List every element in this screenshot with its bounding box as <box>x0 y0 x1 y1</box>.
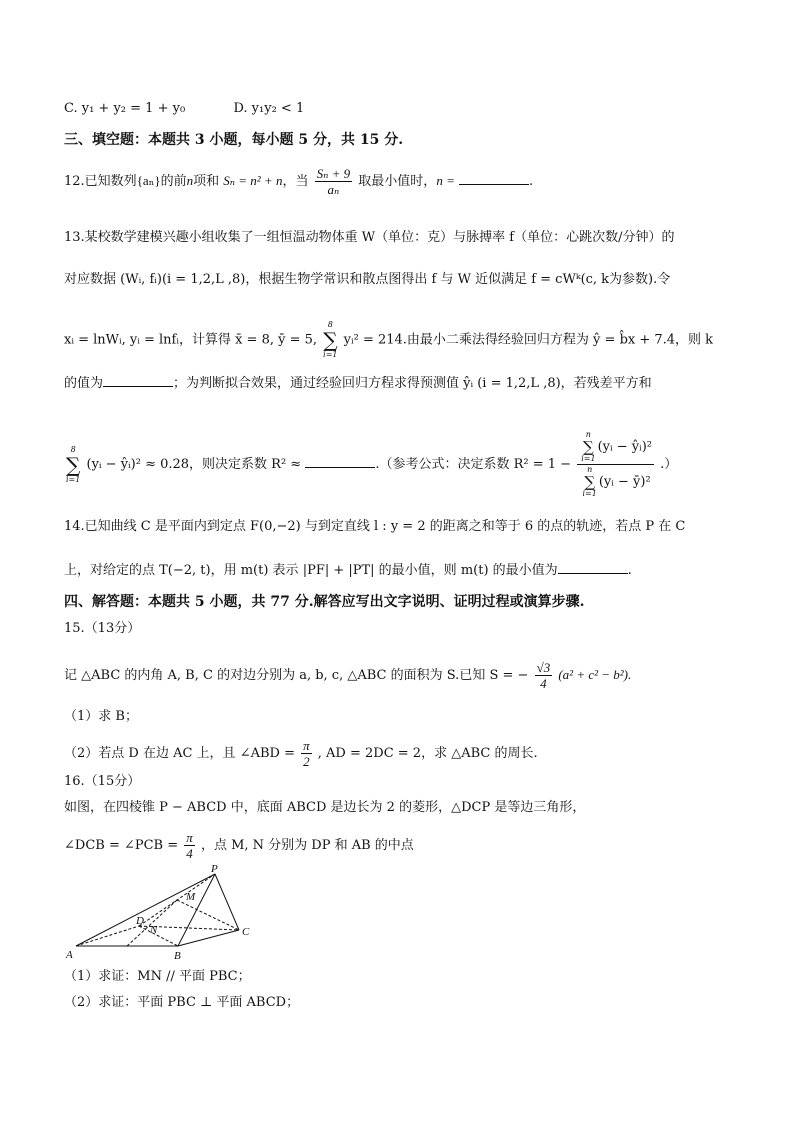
q16-line2b: ，点 M, N 分别为 DP 和 AB 的中点 <box>200 838 414 853</box>
q15-part2-fraction <box>301 738 312 769</box>
q14-line2 <box>64 561 632 580</box>
q12-answer-label: n = <box>436 173 455 188</box>
q15-line1 <box>64 660 631 691</box>
label-m: M <box>186 891 196 903</box>
q13-sum-bottom: i=1 <box>323 350 338 359</box>
label-b: B <box>174 950 181 962</box>
q13-line4a: 的值为 <box>64 376 104 391</box>
q14-line2b: . <box>627 563 632 578</box>
q16-part1: （1）求证：MN // 平面 PBC； <box>64 969 251 984</box>
section3-heading: 三、填空题：本题共 3 小题，每小题 5 分，共 15 分. <box>64 132 404 148</box>
q13-line5 <box>64 430 677 499</box>
option-d: D. y₁y₂ < 1 <box>233 101 305 116</box>
label-d: D <box>136 915 144 927</box>
option-c: C. y₁ + y₂ = 1 + y₀ <box>64 101 186 116</box>
q13-line3b: yᵢ² = 214.由最小二乘法得经验回归方程为 ŷ = b̂x + 7.4，则 k <box>343 332 714 348</box>
q15-part2b: , AD = 2DC = 2，求 △ABC 的周长. <box>317 746 538 761</box>
label-p: P <box>211 863 218 875</box>
q12-frac-num: Sₙ + 9 <box>316 166 351 181</box>
q13-residual-sum-top: 8 <box>70 444 76 454</box>
q15-line1b: (a² + c² − b²). <box>558 667 632 682</box>
option-row <box>64 100 304 118</box>
edge-ap <box>76 874 215 946</box>
q15-title: 15.（13分） <box>64 621 141 636</box>
q12-n: n <box>186 173 194 188</box>
q12-sequence: {aₙ} <box>136 173 161 188</box>
q12-answer-blank[interactable] <box>459 172 529 185</box>
edge-cp <box>215 874 239 930</box>
q12-prefix: 12.已知数列 <box>64 174 137 189</box>
q15-part2-den: 2 <box>303 754 310 769</box>
q12-formula: Sₙ = n² + n <box>223 173 283 188</box>
q13-r2-den: n ∑ i=1 (yᵢ − ȳ)² <box>582 465 651 498</box>
q15-frac-den: 4 <box>540 676 547 691</box>
q16-title: 16.（15分） <box>64 774 141 789</box>
q12-fraction <box>315 166 353 197</box>
q14-answer-blank[interactable] <box>558 561 628 574</box>
q16-part2: （2）求证：平面 PBC ⊥ 平面 ABCD； <box>64 995 300 1010</box>
q13-line2: 对应数据 (Wᵢ, fᵢ)(i = 1,2,L ,8)，根据生物学常识和散点图得出 f 与 W 近似满足 f = cWᵏ(c, k为参数).令 <box>64 272 671 287</box>
q13-r2-num-top: n <box>585 430 591 439</box>
edge-ad <box>76 926 139 946</box>
segment-db <box>139 926 178 946</box>
q13-line4 <box>64 374 652 393</box>
q13-line5c: .） <box>660 457 678 472</box>
q16-line2 <box>64 830 414 861</box>
q13-r2-num-text: (yᵢ − ŷᵢ)² <box>597 439 652 455</box>
segment-mc <box>177 900 239 930</box>
q15-part2-num: π <box>303 738 310 753</box>
q13-line4b: ；为判断拟合效果，通过经验回归方程求得预测值 ŷᵢ (i = 1,2,L ,8)，若残差平方和 <box>173 376 652 391</box>
label-a: A <box>66 949 73 961</box>
q12-mid: 的前 <box>160 174 187 189</box>
section4-heading: 四、解答题：本题共 5 小题，共 77 分.解答应写出文字说明、证明过程或演算步骤. <box>64 594 585 610</box>
edge-bp <box>178 874 215 946</box>
q13-line3 <box>64 320 713 360</box>
pyramid-figure <box>62 862 272 962</box>
q13-line5b: .（参考公式：决定系数 R² = 1 − <box>375 457 572 472</box>
q13-line3a: xᵢ = lnWᵢ, yᵢ = lnfᵢ，计算得 x̄ = 8, ȳ = 5, <box>64 332 318 348</box>
q16-fraction <box>184 830 195 861</box>
q14-line1: 14.已知曲线 C 是平面内到定点 F(0,−2) 与到定直线 l : y = 2 的距离之和等于 6 的点的轨迹，若点 P 在 C <box>64 519 686 534</box>
q13-residual-sum: 8 ∑ i=1 <box>66 444 81 484</box>
q13-r2-blank[interactable] <box>305 455 375 468</box>
q12-frac-den: aₙ <box>327 182 340 197</box>
q12-mid2: 项和 <box>193 174 220 189</box>
label-n: N <box>150 924 158 936</box>
q16-line2a: ∠DCB = ∠PCB = <box>64 838 179 853</box>
q13-sum-top: 8 <box>327 320 333 329</box>
q15-fraction <box>535 660 553 691</box>
q15-part2a: （2）若点 D 在边 AC 上，且 ∠ABD = <box>64 746 295 761</box>
q13-sum: 8 ∑ i=1 <box>323 320 338 359</box>
q15-part1: （1）求 B； <box>64 709 138 724</box>
q15-frac-num: √3 <box>536 660 551 675</box>
q13-r2-den-bottom: i=1 <box>582 489 597 498</box>
label-c: C <box>242 926 250 938</box>
q13-residual-sum-bottom: i=1 <box>66 474 81 484</box>
q13-r2-num: n ∑ i=1 (yᵢ − ŷᵢ)² <box>577 430 654 465</box>
question-12 <box>64 166 533 197</box>
q13-line5a: (yᵢ − ŷᵢ)² ≈ 0.28，则决定系数 R² ≈ <box>86 457 302 472</box>
q15-part2 <box>64 738 538 769</box>
q12-when: ，当 <box>282 174 309 189</box>
q16-frac-num: π <box>186 830 193 845</box>
q13-r2-num-bottom: i=1 <box>581 454 596 463</box>
q13-line1: 13.某校数学建模兴趣小组收集了一组恒温动物体重 W（单位：克）与脉搏率 f（单位：心跳次数/分钟）的 <box>64 230 675 245</box>
q14-line2a: 上，对给定的点 T(−2, t)，用 m(t) 表示 |PF| + |PT| 的最小值，则 m(t) 的最小值为 <box>64 563 558 578</box>
q12-end: . <box>528 174 534 189</box>
q12-tail: 取最小值时， <box>358 174 437 189</box>
q13-r2-den-text: (yᵢ − ȳ)² <box>598 474 651 490</box>
q16-line1: 如图，在四棱锥 P − ABCD 中，底面 ABCD 是边长为 2 的菱形，△DCP 是等边三角形， <box>64 800 586 815</box>
edge-bc <box>178 930 239 946</box>
q13-r2-fraction <box>577 430 654 499</box>
q13-k-blank[interactable] <box>103 374 173 387</box>
q16-frac-den: 4 <box>186 846 193 861</box>
q15-line1a: 记 △ABC 的内角 A, B, C 的对边分别为 a, b, c, △ABC 的面积为 S.已知 S = − <box>64 668 529 683</box>
q13-r2-den-top: n <box>587 465 593 474</box>
